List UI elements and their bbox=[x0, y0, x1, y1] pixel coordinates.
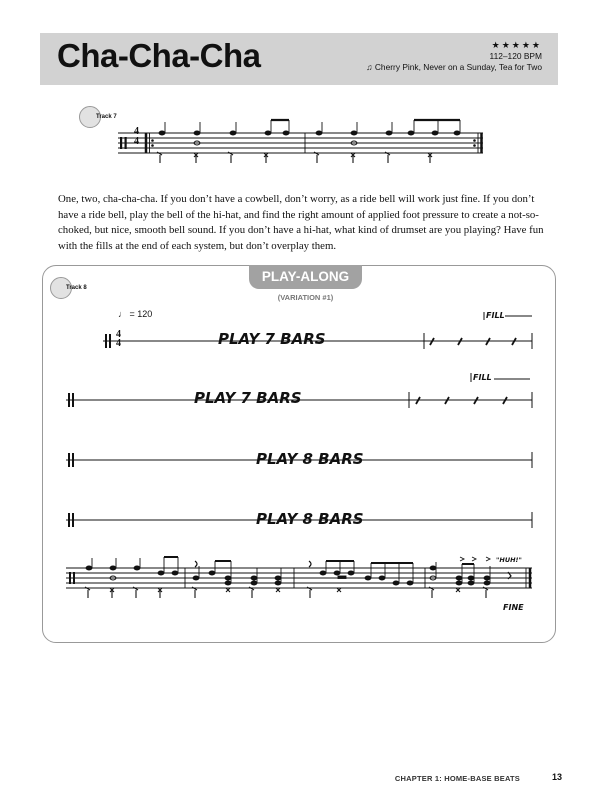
chapter-footer: CHAPTER 1: HOME-BASE BEATS bbox=[394, 774, 520, 783]
page-number: 13 bbox=[551, 772, 562, 782]
fill-label: FILL bbox=[486, 311, 505, 320]
fine-label: FINE bbox=[503, 603, 524, 612]
difficulty-rating: ★★★★★ bbox=[491, 40, 542, 50]
track-label: Track 7 bbox=[96, 114, 117, 120]
time-signature: 4 4 bbox=[116, 329, 121, 349]
shout-annotation: "HUH!" bbox=[496, 556, 522, 564]
fill-label: FILL bbox=[473, 373, 492, 382]
track-label: Track 8 bbox=[66, 285, 87, 291]
music-note-icon: ♫ bbox=[366, 62, 373, 72]
play-bars-label: PLAY 7 BARS bbox=[218, 330, 326, 348]
song-titles: Cherry Pink, Never on a Sunday, Tea for Two bbox=[374, 62, 542, 72]
tempo-mark: ♩ = 120 bbox=[118, 309, 153, 319]
tempo-range: 112–120 BPM bbox=[489, 51, 542, 61]
play-bars-label: PLAY 8 BARS bbox=[256, 450, 364, 468]
play-bars-label: PLAY 8 BARS bbox=[256, 510, 364, 528]
play-bars-label: PLAY 7 BARS bbox=[194, 389, 302, 407]
play-along-heading: PLAY-ALONG bbox=[249, 265, 362, 289]
time-signature: 4 4 bbox=[134, 126, 139, 147]
page-title: Cha-Cha-Cha bbox=[57, 37, 261, 74]
variation-label: (VARIATION #1) bbox=[277, 293, 334, 302]
body-paragraph: One, two, cha-cha-cha. If you don’t have a cowbell, don’t worry, as a ride bell will work just fine. If you don’t have a ride bell, play the bell of the hi-hat, and find the right amount of applied foot pressure to create a not-so-choked, but nice, smooth bell sound. If you don’t have a hi-hat, what kind of drumset are you playing? Have fun with the fills at the end of each system, but don’t overplay them. bbox=[58, 193, 544, 252]
quarter-note-icon: ♩ bbox=[118, 309, 127, 319]
